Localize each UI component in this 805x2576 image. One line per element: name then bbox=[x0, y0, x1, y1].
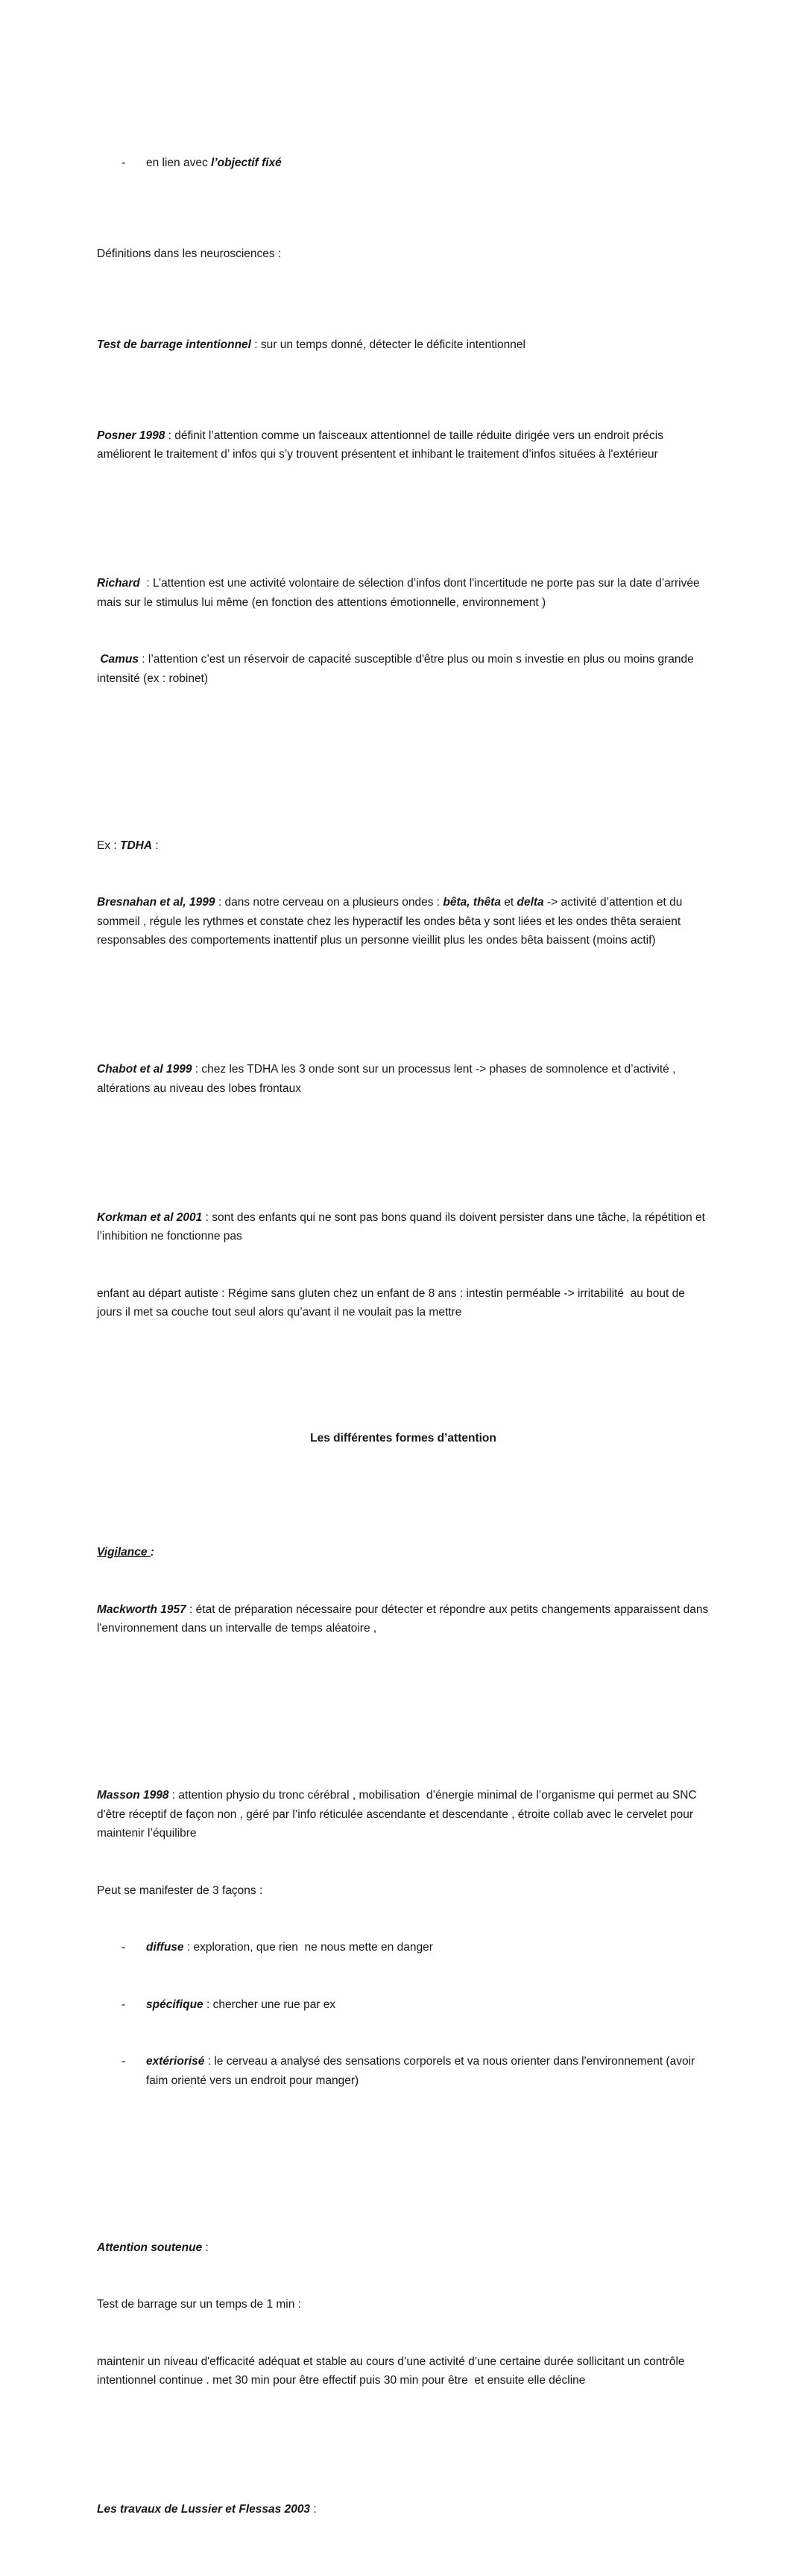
paragraph-definitions: Définitions dans les neurosciences : bbox=[97, 247, 282, 260]
list-item-text bbox=[146, 1938, 710, 1957]
text-run: : sur un temps donné, détecter le déficite intentionnel bbox=[251, 338, 525, 351]
term-lead: Test de barrage intentionnel bbox=[97, 338, 251, 351]
list-item-diffuse bbox=[97, 1938, 710, 1957]
term-lead: diffuse bbox=[146, 1941, 184, 1954]
text-run: : chercher une rue par ex bbox=[203, 1998, 336, 2011]
paragraph-lussier bbox=[97, 2500, 710, 2519]
text-run: : l’attention c’est un réservoir de capacité susceptible d'être plus ou moin s investie en plus ou moins grande intensité (ex : robinet) bbox=[97, 653, 698, 685]
subheading-title: Vigilance bbox=[97, 1546, 151, 1559]
text-run: : exploration, que rien ne nous mette en danger bbox=[183, 1941, 433, 1954]
section-attention-soutenue bbox=[97, 2200, 710, 2428]
list-dash: - bbox=[121, 156, 126, 169]
paragraph-camus bbox=[97, 650, 710, 688]
section-tdha bbox=[97, 798, 710, 988]
term-lead: extériorisé bbox=[146, 2055, 205, 2068]
korkman-line-1 bbox=[97, 1208, 710, 1246]
paragraph-bresnahan bbox=[97, 893, 710, 950]
paragraph-mackworth bbox=[97, 1600, 710, 1638]
attention-soutenue-line-2: Test de barrage sur un temps de 1 min : bbox=[97, 2298, 301, 2311]
term-delta: delta bbox=[517, 896, 544, 909]
text-run-bold-italic: TDHA bbox=[120, 839, 153, 852]
attention-soutenue-line-3: maintenir un niveau d'efficacité adéquat et stable au cours d’une activité d’une certaine durée sollicitant un contrôle intentionnel continue . met 30 min pour être effectif puis 30 min pour être et ensuite elle décline bbox=[97, 2355, 688, 2387]
text-run-bold-italic: l’objectif fixé bbox=[211, 156, 282, 169]
text-run: : chez les TDHA les 3 onde sont sur un processus lent -> phases de somnolence et d’activité , altérations au niveau des lobes frontaux bbox=[97, 1063, 679, 1095]
list-item-exteriorise bbox=[97, 2052, 710, 2090]
term-lead: Attention soutenue bbox=[97, 2241, 203, 2254]
list-item-specifique bbox=[97, 1995, 710, 2015]
subheading-attention-soutenue bbox=[97, 2238, 710, 2258]
list-item-text bbox=[146, 154, 710, 173]
author-lead: Masson 1998 bbox=[97, 1789, 169, 1802]
paragraph-richard bbox=[97, 574, 710, 612]
list-item-objectif bbox=[97, 154, 710, 173]
author-lead: Richard bbox=[97, 577, 140, 590]
text-run: : L’attention est une activité volontaire de sélection d’infos dont l'incertitude ne porte pas sur la date d’arrivée mais sur le stimulus lui même (en fonction des attentions émotionnelle, environnement ) bbox=[97, 577, 703, 609]
heading-formes-attention: Les différentes formes d’attention bbox=[310, 1432, 496, 1445]
section-masson bbox=[97, 1748, 710, 2128]
subheading-colon: : bbox=[150, 1546, 154, 1559]
author-lead: Korkman et al 2001 bbox=[97, 1210, 203, 1224]
paragraph-korkman bbox=[97, 1170, 710, 1360]
author-lead: Camus bbox=[97, 653, 139, 666]
list-dash: - bbox=[121, 1998, 126, 2011]
paragraph-ex-tdha bbox=[97, 836, 710, 856]
list-dash: - bbox=[121, 2055, 126, 2068]
author-lead: Chabot et al 1999 bbox=[97, 1063, 192, 1076]
paragraph-test-barrage bbox=[97, 335, 710, 355]
text-run: : bbox=[310, 2503, 317, 2516]
list-dash: - bbox=[121, 1941, 126, 1954]
text-run: : dans notre cerveau on a plusieurs ondes : bbox=[215, 896, 443, 909]
text-run: : état de préparation nécessaire pour détecter et répondre aux petits changements apparaissent dans l'environnement dans un intervalle de temps aléatoire , bbox=[97, 1603, 712, 1635]
subheading-vigilance bbox=[97, 1543, 710, 1562]
paragraph-richard-camus bbox=[97, 536, 710, 726]
list-item-text bbox=[146, 1995, 710, 2015]
masson-intro-line: Peut se manifester de 3 façons : bbox=[97, 1884, 263, 1897]
text-run: : sont des enfants qui ne sont pas bons quand ils doivent persister dans une tâche, la répétition et l’inhibition ne fonctionne pas bbox=[97, 1210, 709, 1243]
text-run: : définit l’attention comme un faisceaux attentionnel de taille réduite dirigée vers un endroit précis améliorent le traitement d’ infos qui s’y trouvent présentent et inhibant le traitement d’infos situées à l'extérieur bbox=[97, 429, 667, 461]
korkman-line-2: enfant au départ autiste : Régime sans gluten chez un enfant de 8 ans : intestin perméable -> irritabilité au bout de jours il met sa couche tout seul alors qu’avant il ne voulait pas la mettre bbox=[97, 1287, 689, 1319]
text-run: : attention physio du tronc cérébral , mobilisation d’énergie minimal de l’organisme qui permet au SNC d'être réceptif de façon non , géré par l’info réticulée ascendante et descendante , étroite collab avec le cervelet pour maintenir l’équilibre bbox=[97, 1789, 700, 1840]
author-lead: Mackworth 1957 bbox=[97, 1603, 186, 1616]
text-run: -> activité d’attention et du sommeil , régule les rythmes et constate chez les hyperactif les ondes bêta y sont liées et les ondes thêta seraient responsables des comportements inattentif plus un personne vieillit plus les ondes bêta baissent (moins actif) bbox=[97, 896, 686, 947]
paragraph-posner bbox=[97, 426, 710, 464]
term-beta-theta: bêta, thêta bbox=[443, 896, 501, 909]
text-run: : bbox=[152, 839, 159, 852]
paragraph-chabot bbox=[97, 1060, 710, 1098]
list-item-text bbox=[146, 2052, 710, 2090]
text-run: et bbox=[500, 896, 517, 909]
text-run: : le cerveau a analysé des sensations corporels et va nous orienter dans l'environnement (avoir faim orienté vers un endroit pour manger) bbox=[146, 2055, 698, 2087]
text-run: : bbox=[202, 2241, 209, 2254]
text-run: en lien avec bbox=[146, 156, 212, 169]
term-lead: spécifique bbox=[146, 1998, 203, 2011]
term-lead: Les travaux de Lussier et Flessas 2003 bbox=[97, 2503, 311, 2516]
author-lead: Posner 1998 bbox=[97, 429, 165, 442]
paragraph-masson bbox=[97, 1786, 710, 1843]
author-lead: Bresnahan et al, 1999 bbox=[97, 896, 215, 909]
text-run: Ex : bbox=[97, 839, 121, 852]
section-vigilance bbox=[97, 1505, 710, 1676]
